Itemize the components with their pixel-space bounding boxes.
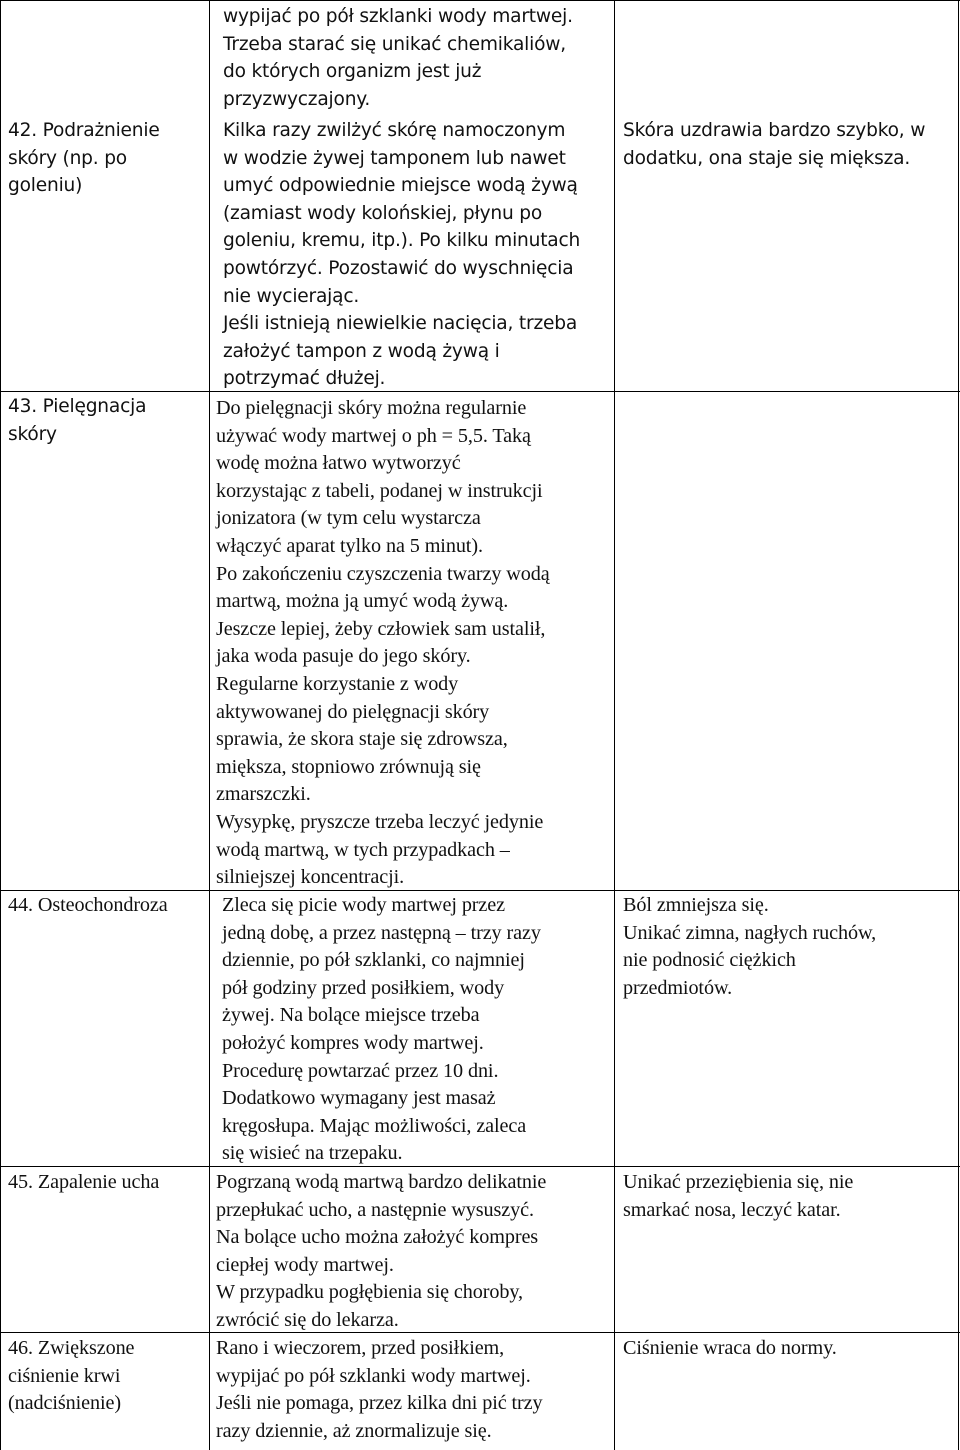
row-46-condition: 46. Zwiększone ciśnienie krwi (nadciśnienie) — [8, 1337, 135, 1415]
row-46-result: Ciśnienie wraca do normy. — [623, 1337, 837, 1359]
row-44-result: Ból zmniejsza się. Unikać zimna, nagłych ruchów, nie podnosić ciężkich przedmiotów. — [623, 894, 877, 999]
row-42-result: Skóra uzdrawia bardzo szybko, w dodatku, ona staje się miększa. — [623, 120, 926, 169]
row-continued-method: wypijać po pół szklanki wody martwej. Trzeba starać się unikać chemikaliów, do których organizm jest już przyzwyczajony. — [223, 6, 573, 110]
row-45-condition: 45. Zapalenie ucha — [8, 1171, 160, 1193]
table-border-right — [958, 0, 959, 1450]
row-46-method: Rano i wieczorem, przed posiłkiem, wypijać po pół szklanki wody martwej. Jeśli nie pomaga, przez kilka dni pić trzy razy dziennie, aż znormalizuje się. — [216, 1337, 543, 1442]
row-44-method: Zleca się picie wody martwej przez jedną dobę, a przez następną – trzy razy dziennie, po pół szklanki, co najmniej pół godziny przed posiłkiem, wody żywej. Na bolące miejsce trzeba położyć kompres wody martwej. Procedurę powtarzać przez 10 dni. Dodatkowo wymagany jest masaż kręgosłupa. Mając możliwości, zaleca się wisieć na trzepaku. — [222, 894, 541, 1165]
row-45-method: Pogrzaną wodą martwą bardzo delikatnie przepłukać ucho, a następnie wysuszyć. Na bolące ucho można założyć kompres ciepłej wody martwej. W przypadku pogłębienia się choroby, zwrócić się do lekarza. — [216, 1171, 547, 1331]
row-42-condition: 42. Podrażnienie skóry (np. po goleniu) — [8, 120, 160, 197]
column-divider-2 — [614, 0, 615, 1450]
row-42-method: Kilka razy zwilżyć skórę namoczonym w wodzie żywej tamponem lub nawet umyć odpowiednie miejsce wodą żywą (zamiast wody kolońskiej, płynu po goleniu, kremu, itp.). Po kilku minutach powtórzyć. Pozostawić do wyschnięcia nie wycierając. Jeśli istnieją niewielkie nacięcia, trzeba założyć tampon z wodą żywą i potrzymać dłużej. — [223, 120, 581, 390]
row-43-method: Do pielęgnacji skóry można regularnie używać wody martwej o ph = 5,5. Taką wodę można łatwo wytworzyć korzystając z tabeli, podanej w instrukcji jonizatora (w tym celu wystarcza włączyć aparat tylko na 5 minut). Po zakończeniu czyszczenia twarzy wodą martwą, można ją umyć wodą żywą. Jeszcze lepiej, żeby człowiek sam ustalił, jaka woda pasuje do jego skóry. Regularne korzystanie z wody aktywowanej do pielęgnacji skóry sprawia, że skora staje się zdrowsza, miększa, stopniowo zrównują się zmarszczki. Wysypkę, pryszcze trzeba leczyć jedynie wodą martwą, w tych przypadkach – silniejszej koncentracji. — [216, 397, 550, 889]
row-44-condition: 44. Osteochondroza — [8, 894, 168, 916]
table-border-top — [0, 0, 960, 1]
column-divider-1 — [209, 0, 210, 1450]
row-45-result: Unikać przeziębienia się, nie smarkać nosa, leczyć katar. — [623, 1171, 854, 1221]
table-border-left — [0, 0, 1, 1450]
row-43-condition: 43. Pielęgnacja skóry — [8, 396, 147, 445]
